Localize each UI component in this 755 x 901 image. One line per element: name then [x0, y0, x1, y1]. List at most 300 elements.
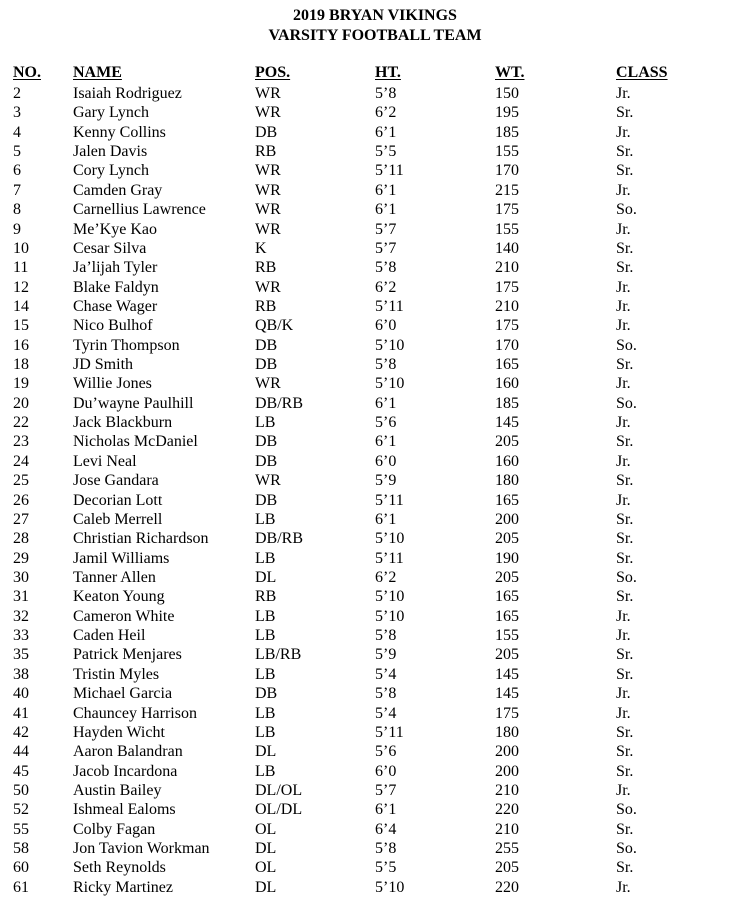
player-position: OL [255, 859, 277, 877]
player-position: DL [255, 743, 277, 761]
player-position: DL [255, 878, 277, 896]
player-weight: 180 [495, 723, 519, 741]
player-class: Sr. [616, 259, 634, 277]
table-row [0, 220, 755, 239]
player-weight: 165 [495, 588, 519, 606]
player-height: 5’11 [375, 491, 404, 509]
player-position: WR [255, 220, 281, 238]
player-number: 24 [13, 452, 29, 470]
player-class: Jr. [616, 452, 631, 470]
player-name: Gary Lynch [73, 104, 149, 122]
player-name: Cory Lynch [73, 162, 149, 180]
player-class: So. [616, 568, 637, 586]
player-name: Jalen Davis [73, 143, 148, 161]
table-row [0, 704, 755, 723]
player-position: WR [255, 181, 281, 199]
player-number: 20 [13, 394, 29, 412]
player-weight: 175 [495, 317, 519, 335]
player-class: Sr. [616, 646, 634, 664]
player-weight: 205 [495, 433, 519, 451]
player-height: 5’9 [375, 646, 397, 664]
table-row [0, 297, 755, 316]
player-class: Sr. [616, 549, 634, 567]
player-name: Willie Jones [73, 375, 152, 393]
player-class: Jr. [616, 375, 631, 393]
player-position: DL/OL [255, 781, 303, 799]
player-class: Sr. [616, 762, 634, 780]
player-height: 6’0 [375, 762, 397, 780]
player-height: 5’9 [375, 472, 397, 490]
player-number: 58 [13, 840, 29, 858]
player-weight: 145 [495, 685, 519, 703]
player-position: DB [255, 433, 278, 451]
player-number: 23 [13, 433, 29, 451]
player-position: LB [255, 704, 276, 722]
table-row [0, 529, 755, 548]
player-number: 35 [13, 646, 29, 664]
player-weight: 200 [495, 743, 519, 761]
player-name: Tanner Allen [73, 568, 156, 586]
player-position: K [255, 239, 267, 257]
player-weight: 160 [495, 375, 519, 393]
player-class: Jr. [616, 704, 631, 722]
table-row [0, 645, 755, 664]
player-class: Sr. [616, 239, 634, 257]
player-weight: 200 [495, 762, 519, 780]
table-row [0, 626, 755, 645]
table-row [0, 839, 755, 858]
player-height: 5’6 [375, 743, 397, 761]
player-weight: 170 [495, 336, 519, 354]
player-class: Jr. [616, 878, 631, 896]
player-position: DB/RB [255, 530, 304, 548]
table-row [0, 587, 755, 606]
player-name: Chase Wager [73, 297, 158, 315]
player-number: 6 [13, 162, 21, 180]
player-number: 7 [13, 181, 21, 199]
player-weight: 210 [495, 820, 519, 838]
player-position: DB [255, 452, 278, 470]
player-height: 6’0 [375, 452, 397, 470]
player-position: DB [255, 685, 278, 703]
player-number: 61 [13, 878, 29, 896]
player-height: 6’1 [375, 510, 397, 528]
player-name: Nicholas McDaniel [73, 433, 198, 451]
table-row [0, 723, 755, 742]
player-class: Sr. [616, 723, 634, 741]
player-number: 52 [13, 801, 29, 819]
player-name: Du’wayne Paulhill [73, 394, 194, 412]
player-name: Cameron White [73, 607, 175, 625]
player-height: 6’2 [375, 104, 397, 122]
player-class: Sr. [616, 433, 634, 451]
header-name: NAME [73, 64, 122, 81]
table-row [0, 123, 755, 142]
player-height: 6’4 [375, 820, 397, 838]
player-weight: 160 [495, 452, 519, 470]
player-height: 5’10 [375, 588, 405, 606]
player-name: Ricky Martinez [73, 878, 173, 896]
table-row [0, 878, 755, 897]
player-class: Sr. [616, 743, 634, 761]
player-position: LB [255, 414, 276, 432]
player-class: Jr. [616, 220, 631, 238]
player-position: QB/K [255, 317, 294, 335]
player-weight: 205 [495, 859, 519, 877]
player-class: Jr. [616, 278, 631, 296]
player-class: So. [616, 336, 637, 354]
player-name: Tristin Myles [73, 665, 160, 683]
player-height: 5’5 [375, 859, 397, 877]
player-number: 55 [13, 820, 29, 838]
player-height: 5’11 [375, 723, 404, 741]
player-height: 5’8 [375, 259, 397, 277]
player-number: 16 [13, 336, 29, 354]
player-name: Camden Gray [73, 181, 163, 199]
player-class: Jr. [616, 414, 631, 432]
player-name: Carnellius Lawrence [73, 201, 206, 219]
player-weight: 200 [495, 510, 519, 528]
player-name: Cesar Silva [73, 239, 147, 257]
table-row [0, 549, 755, 568]
table-row [0, 394, 755, 413]
player-number: 11 [13, 259, 29, 277]
player-number: 45 [13, 762, 29, 780]
player-weight: 215 [495, 181, 519, 199]
player-weight: 210 [495, 297, 519, 315]
player-position: DL [255, 840, 277, 858]
player-number: 3 [13, 104, 21, 122]
table-row [0, 781, 755, 800]
player-weight: 205 [495, 646, 519, 664]
player-height: 5’10 [375, 336, 405, 354]
player-name: Isaiah Rodriguez [73, 85, 182, 102]
table-row [0, 607, 755, 626]
player-number: 9 [13, 220, 21, 238]
player-number: 42 [13, 723, 29, 741]
player-height: 5’8 [375, 356, 397, 374]
player-weight: 145 [495, 665, 519, 683]
player-height: 5’7 [375, 239, 397, 257]
player-weight: 220 [495, 801, 519, 819]
player-name: Michael Garcia [73, 685, 173, 703]
player-position: LB [255, 723, 276, 741]
player-position: DB [255, 356, 278, 374]
player-number: 22 [13, 414, 29, 432]
table-row [0, 510, 755, 529]
player-height: 5’8 [375, 685, 397, 703]
player-weight: 180 [495, 472, 519, 490]
player-position: DB [255, 491, 278, 509]
player-weight: 175 [495, 278, 519, 296]
player-weight: 205 [495, 568, 519, 586]
player-weight: 210 [495, 259, 519, 277]
player-height: 5’10 [375, 878, 405, 896]
player-position: RB [255, 259, 277, 277]
table-row [0, 800, 755, 819]
table-row [0, 258, 755, 277]
player-position: RB [255, 297, 277, 315]
player-class: Jr. [616, 607, 631, 625]
player-weight: 165 [495, 356, 519, 374]
player-name: Christian Richardson [73, 530, 209, 548]
player-height: 5’11 [375, 549, 404, 567]
player-number: 29 [13, 549, 29, 567]
player-height: 5’10 [375, 375, 405, 393]
player-class: So. [616, 840, 637, 858]
table-row [0, 84, 755, 103]
player-position: LB [255, 607, 276, 625]
player-name: Jose Gandara [73, 472, 159, 490]
table-row [0, 568, 755, 587]
player-name: Aaron Balandran [73, 743, 183, 761]
player-weight: 145 [495, 414, 519, 432]
player-name: Hayden Wicht [73, 723, 165, 741]
player-class: So. [616, 394, 637, 412]
player-height: 5’5 [375, 143, 397, 161]
player-position: WR [255, 201, 281, 219]
player-name: Ja’lijah Tyler [73, 259, 158, 277]
player-height: 6’0 [375, 317, 397, 335]
player-weight: 150 [495, 85, 519, 102]
player-position: LB [255, 549, 276, 567]
player-weight: 185 [495, 394, 519, 412]
player-height: 5’4 [375, 665, 397, 683]
player-position: LB/RB [255, 646, 302, 664]
player-class: Jr. [616, 123, 631, 141]
player-height: 5’8 [375, 627, 397, 645]
player-class: Jr. [616, 297, 631, 315]
player-position: WR [255, 104, 281, 122]
player-class: Jr. [616, 781, 631, 799]
player-name: JD Smith [73, 356, 134, 374]
player-number: 38 [13, 665, 29, 683]
header-pos: POS. [255, 64, 291, 81]
player-name: Patrick Menjares [73, 646, 182, 664]
table-row [0, 161, 755, 180]
player-number: 14 [13, 297, 29, 315]
player-class: Jr. [616, 317, 631, 335]
table-row [0, 142, 755, 161]
player-class: Jr. [616, 627, 631, 645]
player-height: 6’1 [375, 394, 397, 412]
table-row [0, 742, 755, 761]
player-name: Jack Blackburn [73, 414, 173, 432]
player-weight: 195 [495, 104, 519, 122]
player-position: DB/RB [255, 394, 304, 412]
player-height: 5’6 [375, 414, 397, 432]
player-weight: 185 [495, 123, 519, 141]
player-position: WR [255, 472, 281, 490]
player-position: DB [255, 336, 278, 354]
title-line-1: 2019 BRYAN VIKINGS [293, 7, 457, 24]
player-class: Sr. [616, 820, 634, 838]
player-position: RB [255, 143, 277, 161]
player-number: 30 [13, 568, 29, 586]
player-name: Decorian Lott [73, 491, 163, 509]
player-weight: 165 [495, 491, 519, 509]
player-number: 60 [13, 859, 29, 877]
player-name: Jamil Williams [73, 549, 170, 567]
table-row [0, 181, 755, 200]
player-number: 8 [13, 201, 21, 219]
player-class: So. [616, 201, 637, 219]
player-class: Sr. [616, 530, 634, 548]
player-position: RB [255, 588, 277, 606]
player-name: Caleb Merrell [73, 510, 163, 528]
player-height: 6’1 [375, 201, 397, 219]
player-class: Sr. [616, 588, 634, 606]
table-row [0, 316, 755, 335]
player-height: 6’1 [375, 433, 397, 451]
player-class: Sr. [616, 143, 634, 161]
player-height: 6’2 [375, 568, 397, 586]
table-row [0, 278, 755, 297]
player-weight: 255 [495, 840, 519, 858]
table-row [0, 820, 755, 839]
player-height: 5’10 [375, 607, 405, 625]
player-class: So. [616, 801, 637, 819]
player-position: WR [255, 278, 281, 296]
player-number: 31 [13, 588, 29, 606]
player-class: Jr. [616, 85, 631, 102]
player-name: Me’Kye Kao [73, 220, 157, 238]
player-weight: 175 [495, 201, 519, 219]
table-row [0, 491, 755, 510]
player-number: 27 [13, 510, 29, 528]
table-row [0, 762, 755, 781]
player-height: 6’2 [375, 278, 397, 296]
player-number: 50 [13, 781, 29, 799]
player-name: Jon Tavion Workman [73, 840, 210, 858]
player-number: 25 [13, 472, 29, 490]
player-number: 44 [13, 743, 29, 761]
player-class: Jr. [616, 181, 631, 199]
player-name: Tyrin Thompson [73, 336, 180, 354]
player-height: 5’8 [375, 85, 397, 102]
player-position: LB [255, 665, 276, 683]
player-name: Caden Heil [73, 627, 146, 645]
roster-table [0, 84, 755, 897]
player-weight: 170 [495, 162, 519, 180]
table-row [0, 665, 755, 684]
player-number: 41 [13, 704, 29, 722]
player-number: 5 [13, 143, 21, 161]
player-number: 32 [13, 607, 29, 625]
player-weight: 165 [495, 607, 519, 625]
player-name: Keaton Young [73, 588, 165, 606]
player-position: DL [255, 568, 277, 586]
title-line-2: VARSITY FOOTBALL TEAM [268, 27, 482, 44]
player-height: 5’11 [375, 297, 404, 315]
table-row [0, 103, 755, 122]
table-row [0, 432, 755, 451]
player-position: OL/DL [255, 801, 303, 819]
player-class: Sr. [616, 472, 634, 490]
player-height: 5’4 [375, 704, 397, 722]
player-number: 2 [13, 85, 21, 102]
player-name: Kenny Collins [73, 123, 166, 141]
player-height: 6’1 [375, 801, 397, 819]
player-height: 5’7 [375, 220, 397, 238]
table-row [0, 858, 755, 877]
player-name: Levi Neal [73, 452, 137, 470]
table-row [0, 452, 755, 471]
player-class: Sr. [616, 510, 634, 528]
header-ht: HT. [375, 64, 401, 81]
player-class: Sr. [616, 356, 634, 374]
player-position: WR [255, 162, 281, 180]
player-class: Sr. [616, 104, 634, 122]
player-class: Sr. [616, 665, 634, 683]
player-number: 26 [13, 491, 29, 509]
table-row [0, 355, 755, 374]
header-class: CLASS [616, 64, 668, 81]
player-number: 15 [13, 317, 29, 335]
player-position: LB [255, 762, 276, 780]
player-height: 6’1 [375, 123, 397, 141]
player-position: OL [255, 820, 277, 838]
table-row [0, 471, 755, 490]
player-height: 5’8 [375, 840, 397, 858]
player-class: Sr. [616, 162, 634, 180]
player-number: 19 [13, 375, 29, 393]
player-name: Colby Fagan [73, 820, 156, 838]
player-position: LB [255, 627, 276, 645]
player-class: Jr. [616, 685, 631, 703]
player-position: LB [255, 510, 276, 528]
table-row [0, 684, 755, 703]
player-weight: 155 [495, 220, 519, 238]
player-number: 10 [13, 239, 29, 257]
table-row [0, 336, 755, 355]
table-row [0, 413, 755, 432]
player-class: Sr. [616, 859, 634, 877]
player-weight: 210 [495, 781, 519, 799]
player-weight: 175 [495, 704, 519, 722]
table-row [0, 374, 755, 393]
player-weight: 205 [495, 530, 519, 548]
player-weight: 190 [495, 549, 519, 567]
player-height: 5’10 [375, 530, 405, 548]
player-weight: 155 [495, 627, 519, 645]
table-row [0, 239, 755, 258]
player-number: 18 [13, 356, 29, 374]
player-name: Seth Reynolds [73, 859, 166, 877]
player-height: 5’7 [375, 781, 397, 799]
player-name: Blake Faldyn [73, 278, 159, 296]
header-wt: WT. [495, 64, 525, 81]
header-no: NO. [13, 64, 41, 81]
player-position: WR [255, 375, 281, 393]
player-weight: 155 [495, 143, 519, 161]
player-name: Austin Bailey [73, 781, 162, 799]
player-weight: 220 [495, 878, 519, 896]
player-weight: 140 [495, 239, 519, 257]
player-position: WR [255, 85, 281, 102]
player-name: Ishmeal Ealoms [73, 801, 176, 819]
player-number: 40 [13, 685, 29, 703]
player-number: 28 [13, 530, 29, 548]
player-height: 6’1 [375, 181, 397, 199]
table-row [0, 200, 755, 219]
player-height: 5’11 [375, 162, 404, 180]
player-class: Jr. [616, 491, 631, 509]
player-name: Chauncey Harrison [73, 704, 197, 722]
player-number: 4 [13, 123, 21, 141]
player-name: Nico Bulhof [73, 317, 153, 335]
player-number: 12 [13, 278, 29, 296]
